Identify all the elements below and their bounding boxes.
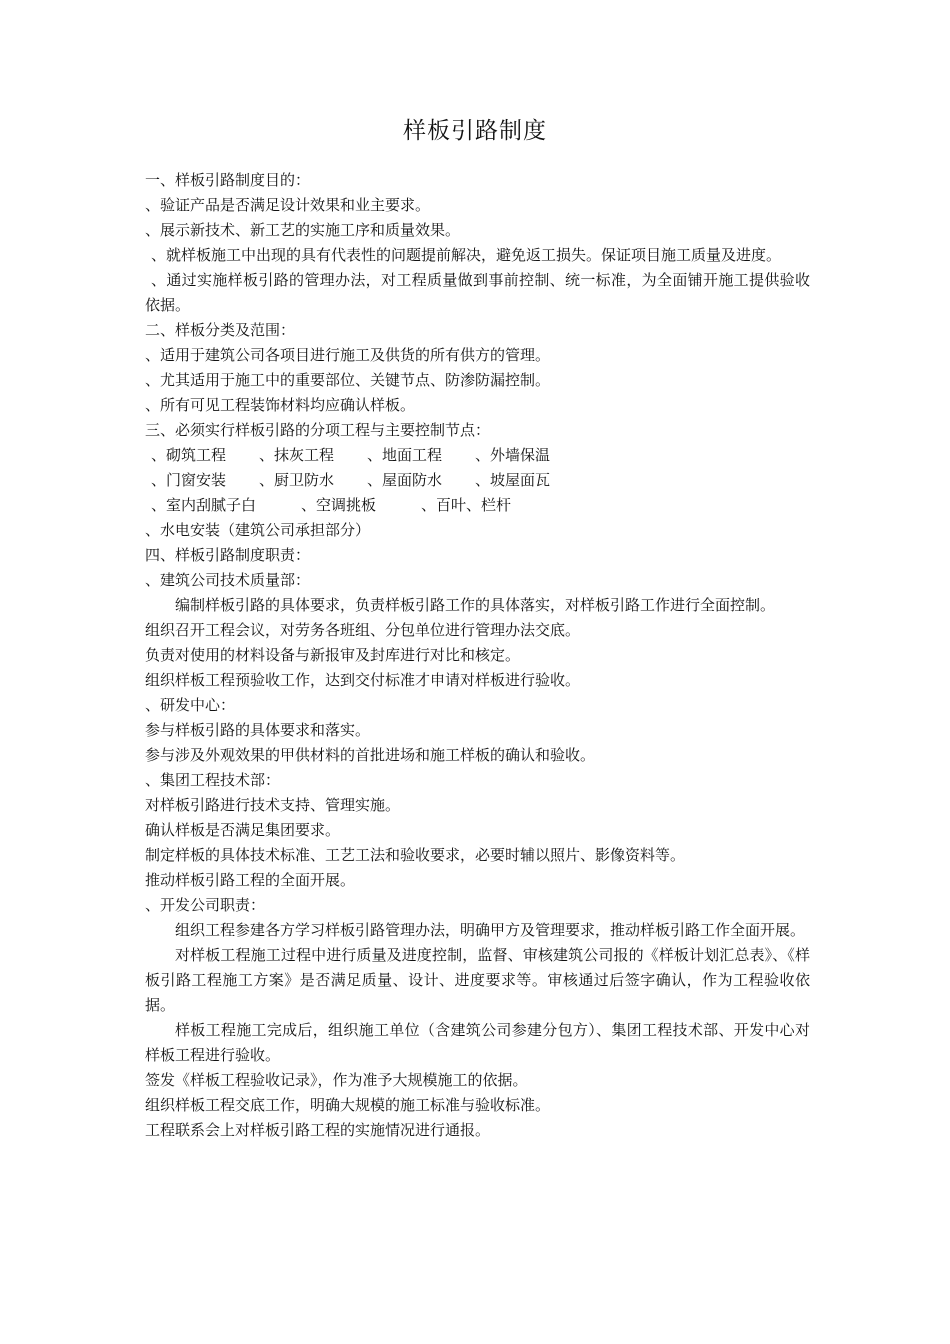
list-item: 、屋面防水 xyxy=(367,471,443,489)
list-item: 、空调挑板 xyxy=(301,496,377,514)
paragraph: 编制样板引路的具体要求，负责样板引路工作的具体落实，对样板引路工作进行全面控制。 xyxy=(175,596,776,614)
paragraph: 推动样板引路工程的全面开展。 xyxy=(145,871,356,889)
subsection-heading: 、研发中心： xyxy=(145,696,236,714)
paragraph: 、所有可见工程装饰材料均应确认样板。 xyxy=(145,396,416,414)
paragraph: 制定样板的具体技术标准、工艺工法和验收要求，必要时辅以照片、影像资料等。 xyxy=(145,846,686,864)
paragraph: 组织样板工程交底工作，明确大规模的施工标准与验收标准。 xyxy=(145,1096,551,1114)
section-heading: 一、样板引路制度目的： xyxy=(145,171,311,189)
section-heading: 三、必须实行样板引路的分项工程与主要控制节点： xyxy=(145,421,491,439)
paragraph: 、尤其适用于施工中的重要部位、关键节点、防渗防漏控制。 xyxy=(145,371,551,389)
paragraph: 组织样板工程预验收工作，达到交付标准才申请对样板进行验收。 xyxy=(145,671,581,689)
paragraph: 负责对使用的材料设备与新报审及封库进行对比和核定。 xyxy=(145,646,521,664)
subsection-heading: 、集团工程技术部： xyxy=(145,771,281,789)
paragraph: 、适用于建筑公司各项目进行施工及供货的所有供方的管理。 xyxy=(145,346,551,364)
paragraph: 签发《样板工程验收记录》，作为准予大规模施工的依据。 xyxy=(145,1071,528,1089)
paragraph: 组织工程参建各方学习样板引路管理办法，明确甲方及管理要求，推动样板引路工作全面开展。 xyxy=(175,921,806,939)
paragraph: 对样板工程施工过程中进行质量及进度控制，监督、审核建筑公司报的《样板计划汇总表》、《样板引路工程施工方案》是否满足质量、设计、进度要求等。审核通过后签字确认，作为工程验收依据。 xyxy=(145,946,810,1014)
subsection-heading: 、开发公司职责： xyxy=(145,896,266,914)
paragraph: 确认样板是否满足集团要求。 xyxy=(145,821,341,839)
paragraph: 、展示新技术、新工艺的实施工序和质量效果。 xyxy=(145,221,461,239)
list-item: 、抹灰工程 xyxy=(259,446,335,464)
paragraph: 参与样板引路的具体要求和落实。 xyxy=(145,721,371,739)
paragraph: 、通过实施样板引路的管理办法，对工程质量做到事前控制、统一标准，为全面铺开施工提供验收依据。 xyxy=(145,271,810,314)
paragraph: 样板工程施工完成后，组织施工单位（含建筑公司参建分包方）、集团工程技术部、开发中心对样板工程进行验收。 xyxy=(145,1021,810,1064)
list-item: 、门窗安装 xyxy=(151,471,227,489)
list-item: 、室内刮腻子白 xyxy=(151,496,257,514)
section-heading: 二、样板分类及范围： xyxy=(145,321,296,339)
list-item: 、外墙保温 xyxy=(475,446,551,464)
list-item: 、地面工程 xyxy=(367,446,443,464)
list-item: 、厨卫防水 xyxy=(259,471,335,489)
paragraph: 组织召开工程会议，对劳务各班组、分包单位进行管理办法交底。 xyxy=(145,621,581,639)
paragraph: 工程联系会上对样板引路工程的实施情况进行通报。 xyxy=(145,1121,491,1139)
paragraph: 参与涉及外观效果的甲供材料的首批进场和施工样板的确认和验收。 xyxy=(145,746,596,764)
subsection-heading: 、建筑公司技术质量部： xyxy=(145,571,311,589)
paragraph: 、就样板施工中出现的具有代表性的问题提前解决，避免返工损失。保证项目施工质量及进度。 xyxy=(151,246,782,264)
item-row xyxy=(145,468,810,493)
section-heading: 四、样板引路制度职责： xyxy=(145,546,311,564)
paragraph: 、验证产品是否满足设计效果和业主要求。 xyxy=(145,196,431,214)
document-body xyxy=(145,168,810,1143)
list-item: 、百叶、栏杆 xyxy=(421,496,512,514)
item-row xyxy=(145,493,810,518)
list-item: 、砌筑工程 xyxy=(151,446,227,464)
document-title: 样板引路制度 xyxy=(403,118,547,144)
list-item: 、水电安装（建筑公司承担部分） xyxy=(145,521,371,539)
item-row xyxy=(145,443,810,468)
paragraph: 对样板引路进行技术支持、管理实施。 xyxy=(145,796,401,814)
list-item: 、坡屋面瓦 xyxy=(475,471,551,489)
